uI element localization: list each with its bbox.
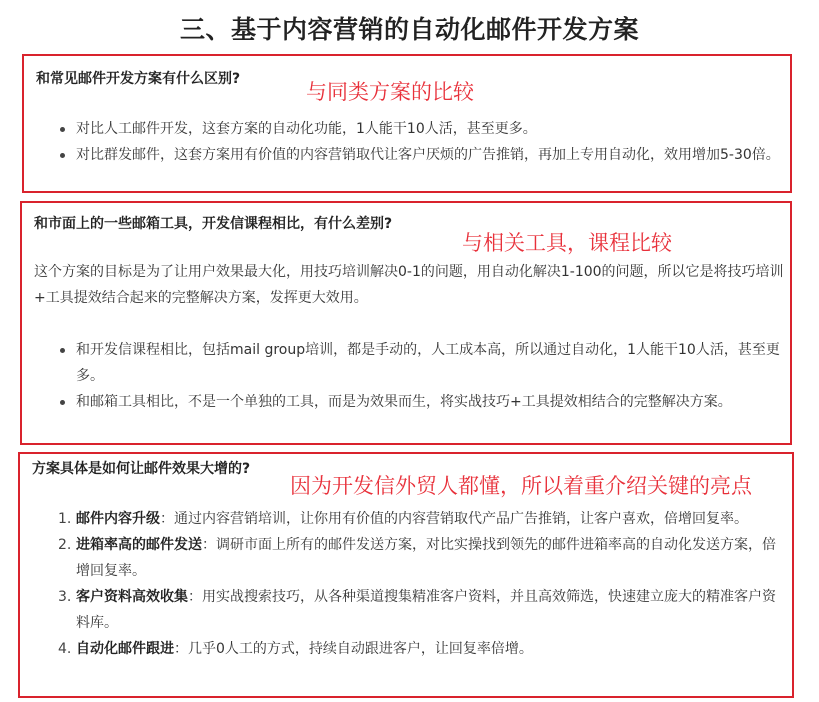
comparison-box-similar-solutions <box>22 54 792 193</box>
comparison-box-tools-courses <box>20 201 792 445</box>
annotation-note: 与相关工具，课程比较 <box>462 231 672 255</box>
list-item: 对比人工邮件开发，这套方案的自动化功能，1人能干10人活，甚至更多。 <box>76 116 786 142</box>
item-heading: 自动化邮件跟进 <box>76 641 174 657</box>
bullet-list <box>76 116 786 168</box>
list-number: 3. <box>58 589 72 605</box>
section-question: 方案具体是如何让邮件效果大增的? <box>32 461 251 477</box>
list-item <box>58 532 786 584</box>
list-number: 1. <box>58 511 72 527</box>
list-item: 和开发信课程相比，包括mail group培训，都是手动的，人工成本高，所以通过自动化，1人能干10人活，甚至更多。 <box>76 337 784 389</box>
section-question: 和常见邮件开发方案有什么区别? <box>36 71 241 87</box>
item-text: ：几乎0人工的方式，持续自动跟进客户，让回复率倍增。 <box>174 641 533 657</box>
list-item <box>58 636 786 662</box>
list-item <box>58 584 786 636</box>
item-text: ：通过内容营销培训，让你用有价值的内容营销取代产品广告推销，让客户喜欢，倍增回复率。 <box>160 511 748 527</box>
list-number: 2. <box>58 537 72 553</box>
list-number: 4. <box>58 641 72 657</box>
annotation-note: 与同类方案的比较 <box>306 80 474 104</box>
item-text: ：调研市面上所有的邮件发送方案，对比实操找到领先的邮件进箱率高的自动化发送方案，倍增回复率。 <box>76 537 776 579</box>
item-heading: 客户资料高效收集 <box>76 589 188 605</box>
item-heading: 邮件内容升级 <box>76 511 160 527</box>
section-paragraph: 这个方案的目标是为了让用户效果最大化，用技巧培训解决0-1的问题，用自动化解决1-100的问题，所以它是将技巧培训+工具提效结合起来的完整解决方案，发挥更大效用。 <box>34 264 784 306</box>
numbered-list <box>58 506 786 662</box>
section-question: 和市面上的一些邮箱工具，开发信课程相比，有什么差别? <box>34 216 393 232</box>
bullet-list <box>76 337 784 415</box>
page-title: 三、基于内容营销的自动化邮件开发方案 <box>179 15 639 44</box>
list-item: 对比群发邮件，这套方案用有价值的内容营销取代让客户厌烦的广告推销，再加上专用自动化，效用增加5-30倍。 <box>76 142 786 168</box>
highlights-box <box>18 452 794 698</box>
list-item <box>58 506 786 532</box>
item-heading: 进箱率高的邮件发送 <box>76 537 202 553</box>
item-text: ：用实战搜索技巧，从各种渠道搜集精准客户资料，并且高效筛选，快速建立庞大的精准客户资料库。 <box>76 589 776 631</box>
annotation-note: 因为开发信外贸人都懂，所以着重介绍关键的亮点 <box>290 474 752 498</box>
list-item: 和邮箱工具相比，不是一个单独的工具，而是为效果而生，将实战技巧+工具提效相结合的完整解决方案。 <box>76 389 784 415</box>
